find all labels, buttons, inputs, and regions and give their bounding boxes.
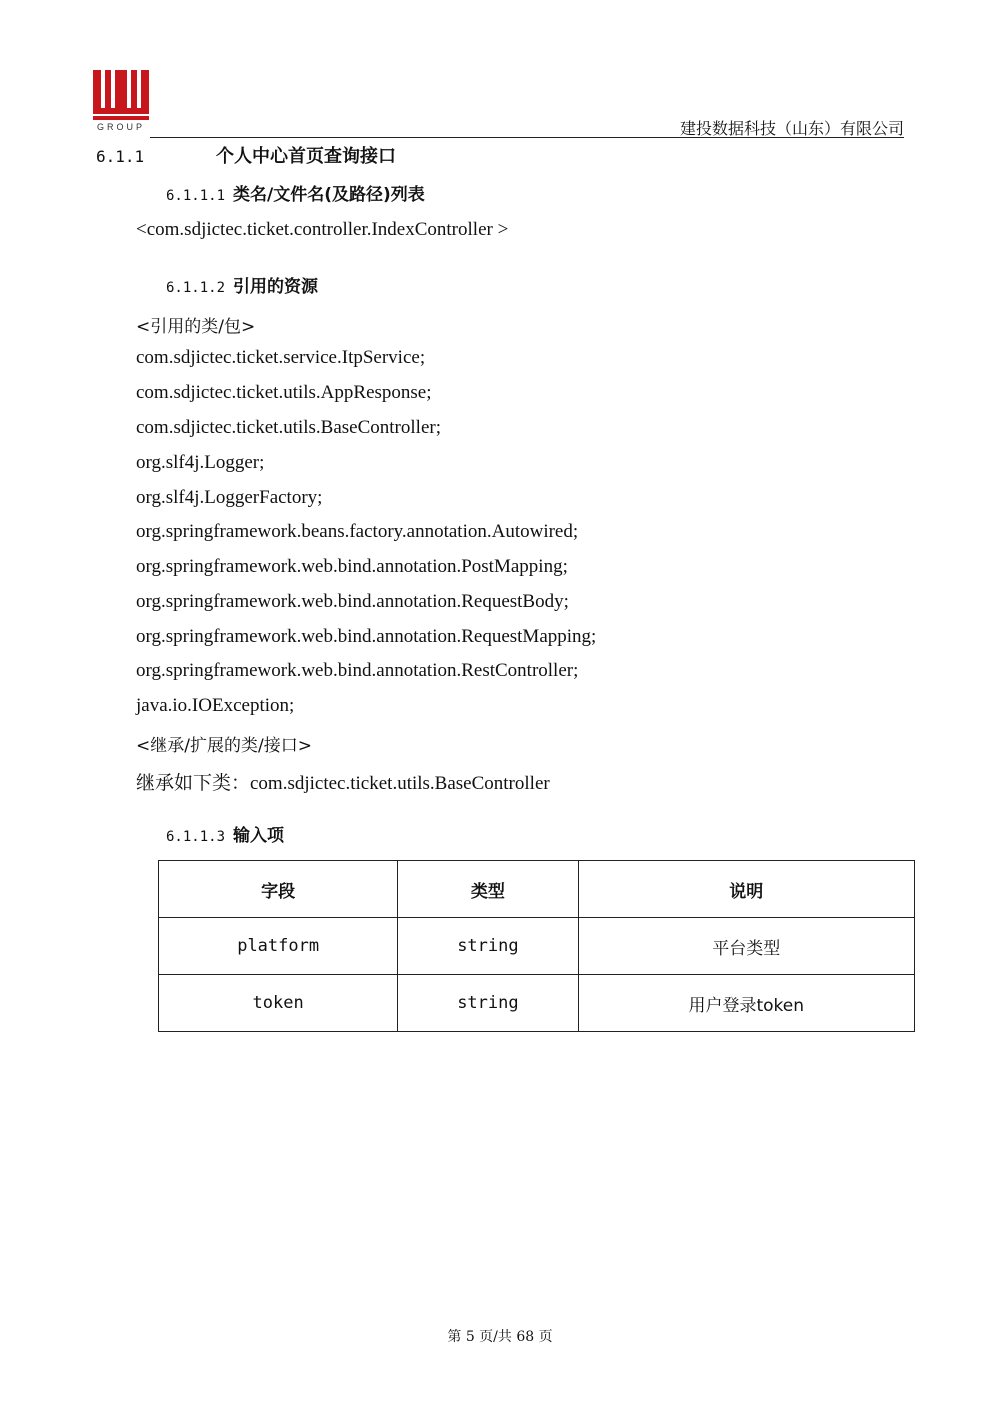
company-name: 建投数据科技（山东）有限公司 [679, 119, 904, 138]
subsection-number: 6.1.1.2 [166, 280, 226, 296]
import-line: org.springframework.web.bind.annotation.RestController; [136, 660, 579, 681]
import-line: com.sdjictec.ticket.utils.BaseController; [136, 417, 441, 438]
import-line: org.springframework.web.bind.annotation.RequestMapping; [136, 626, 597, 647]
input-fields-table [158, 860, 915, 1032]
import-line: org.springframework.web.bind.annotation.RequestBody; [136, 591, 569, 612]
import-line: org.slf4j.Logger; [136, 452, 265, 473]
company-logo [93, 70, 149, 136]
import-line: com.sdjictec.ticket.service.ItpService; [136, 347, 426, 368]
table-cell: token [159, 975, 398, 1032]
import-line: com.sdjictec.ticket.utils.AppResponse; [136, 382, 432, 403]
column-header: 类型 [398, 861, 578, 918]
logo-text: GROUP [96, 122, 145, 132]
table-cell: 平台类型 [578, 918, 915, 975]
class-path: <com.sdjictec.ticket.controller.IndexController > [136, 219, 509, 240]
page-footer: 第 5 页/共 68 页 [447, 1329, 553, 1345]
subsection-heading-3 [166, 821, 284, 846]
subsection-heading-2 [166, 272, 318, 297]
table-cell: string [398, 975, 578, 1032]
table-cell: platform [159, 918, 398, 975]
subsection-title: 输入项 [233, 826, 285, 846]
subsection-number: 6.1.1.3 [166, 829, 226, 845]
import-line: org.springframework.beans.factory.annotation.Autowired; [136, 521, 579, 542]
column-header: 字段 [159, 861, 398, 918]
table-row [159, 975, 915, 1032]
subsection-title: 类名/文件名(及路径)列表 [233, 185, 425, 205]
table-cell: 用户登录token [578, 975, 915, 1032]
logo-icon [93, 70, 149, 120]
extends-label: <继承/扩展的类/接口> [136, 736, 312, 756]
header-divider [150, 137, 904, 138]
table-row [159, 918, 915, 975]
import-line: java.io.IOException; [136, 695, 295, 716]
import-line: org.springframework.web.bind.annotation.PostMapping; [136, 556, 568, 577]
section-heading [96, 142, 396, 168]
extends-text: 继承如下类：com.sdjictec.ticket.utils.BaseController [136, 773, 550, 794]
table-header-row [159, 861, 915, 918]
subsection-title: 引用的资源 [233, 277, 319, 297]
subsection-heading-1 [166, 180, 425, 205]
imports-label: <引用的类/包> [136, 317, 256, 337]
import-line: org.slf4j.LoggerFactory; [136, 487, 323, 508]
subsection-number: 6.1.1.1 [166, 188, 226, 204]
table-cell: string [398, 918, 578, 975]
section-title: 个人中心首页查询接口 [216, 146, 396, 167]
section-number: 6.1.1 [96, 147, 145, 166]
column-header: 说明 [578, 861, 915, 918]
